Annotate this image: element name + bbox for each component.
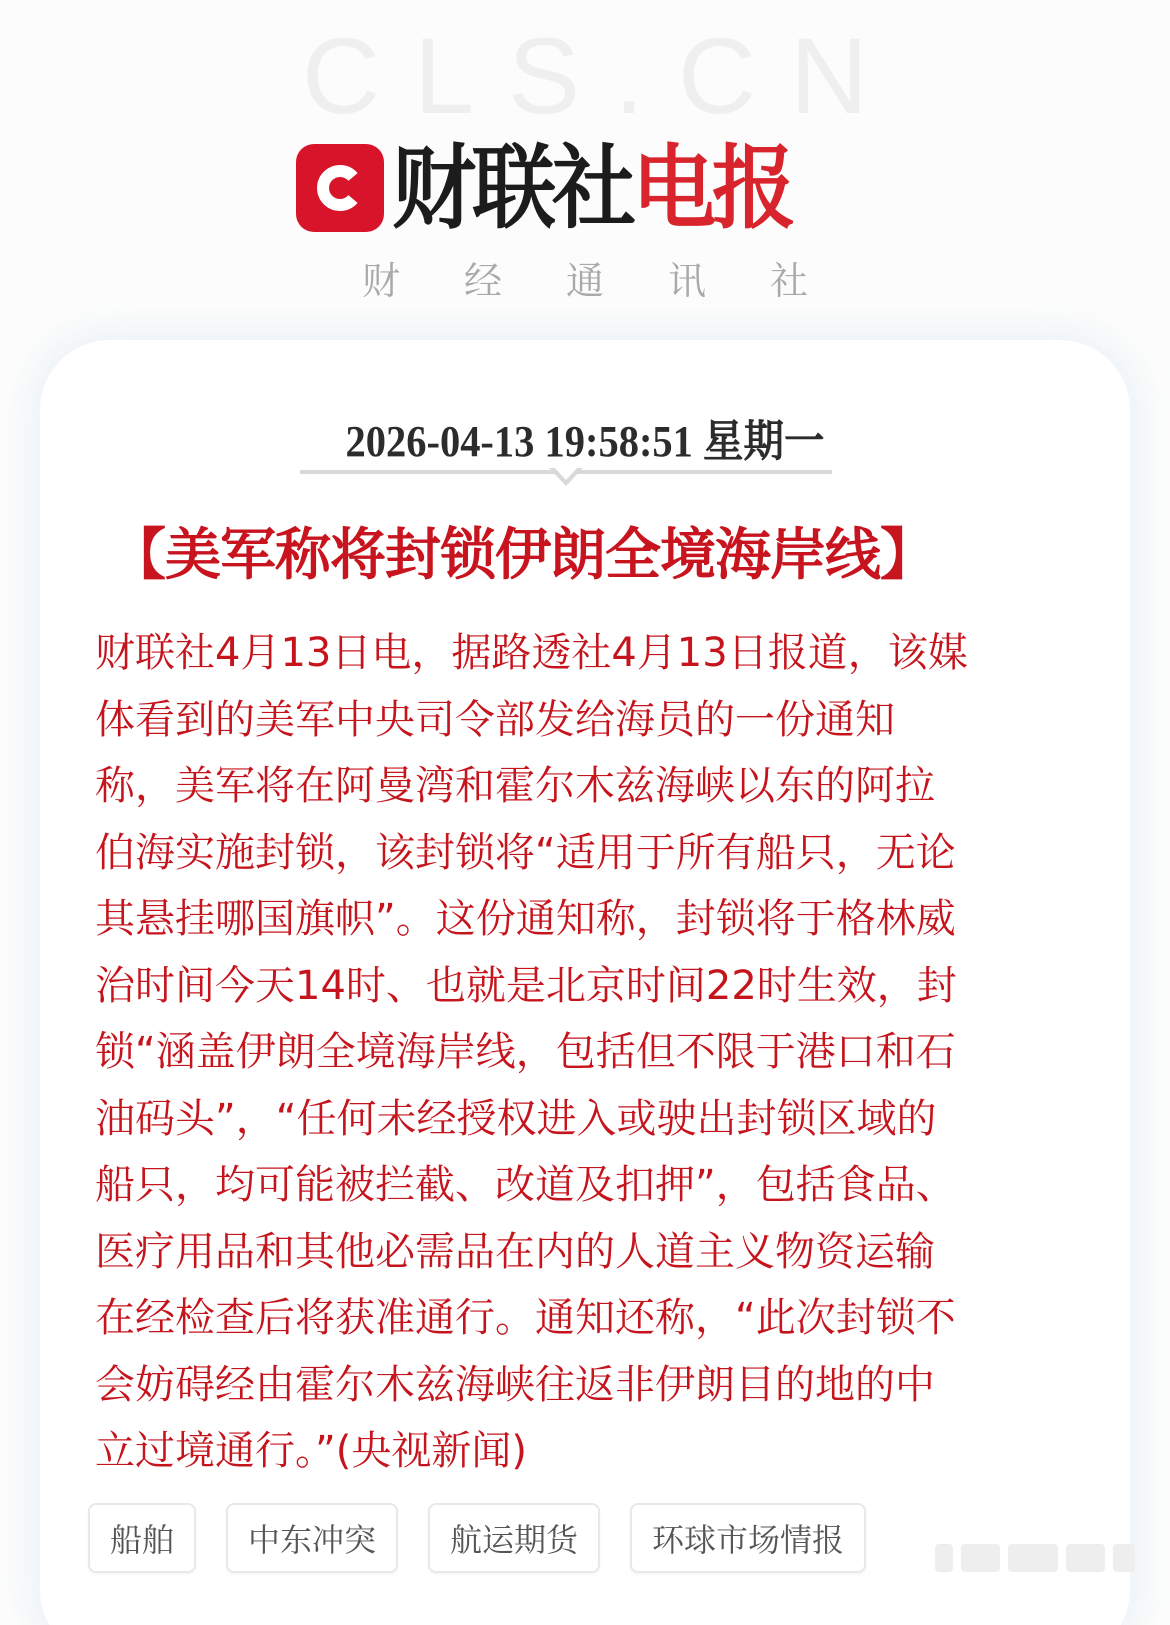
- brand-tagline: 财经通讯社: [361, 259, 872, 303]
- tag-middle-east-conflict[interactable]: 中东冲突: [226, 1503, 398, 1573]
- article-headline: 【美军称将封锁伊朗全境海岸线】: [110, 522, 935, 588]
- tag-global-market-intel[interactable]: 环球市场情报: [630, 1503, 866, 1573]
- body-line: 医疗用品和其他必需品在内的人道主义物资运输: [95, 1228, 935, 1275]
- header: [0, 0, 1170, 330]
- blurred-watermark: [935, 1540, 1135, 1576]
- brand-name: [392, 134, 793, 241]
- blur-block: [961, 1544, 1001, 1572]
- body-line: 油码头”，“任何未经授权进入或驶出封锁区域的: [95, 1095, 937, 1142]
- body-line: 其悬挂哪国旗帜”。这份通知称，封锁将于格林威: [95, 896, 956, 942]
- cls-watermark: CLS.CN: [301, 15, 903, 136]
- body-line: 体看到的美军中央司令部发给海员的一份通知: [95, 696, 895, 743]
- article-datetime: 2026-04-13 19:58:51 星期一: [345, 417, 825, 466]
- body-line: 会妨碍经由霍尔木兹海峡往返非伊朗目的地的中: [95, 1361, 935, 1408]
- body-line: 立过境通行。”(央视新闻): [95, 1428, 527, 1474]
- c-logo-icon: [296, 144, 384, 232]
- c-letter-icon: [309, 157, 371, 219]
- body-line: 财联社4月13日电，据路透社4月13日报道，该媒: [95, 630, 968, 676]
- body-line: 锁“涵盖伊朗全境海岸线，包括但不限于港口和石: [95, 1029, 956, 1075]
- blur-block: [1113, 1544, 1135, 1572]
- brand-name-accent: 电报: [632, 134, 793, 241]
- body-line: 称，美军将在阿曼湾和霍尔木兹海峡以东的阿拉: [95, 763, 935, 809]
- blur-block: [935, 1544, 953, 1572]
- brand-logo: [296, 134, 793, 241]
- article-body: [95, 620, 1035, 1485]
- blur-block: [1066, 1544, 1106, 1572]
- brand-name-main: 财联社: [392, 134, 633, 241]
- body-line: 治时间今天14时、也就是北京时间22时生效，封: [95, 962, 957, 1009]
- body-line: 在经检查后将获准通行。通知还称，“此次封锁不: [95, 1295, 956, 1341]
- divider-notch-icon: [549, 468, 583, 486]
- tag-list: [88, 1503, 866, 1573]
- blur-block: [1008, 1544, 1057, 1572]
- body-line: 伯海实施封锁，该封锁将“适用于所有船只，无论: [95, 829, 956, 876]
- tag-chuanbo[interactable]: 船舶: [88, 1503, 196, 1573]
- body-line: 船只，均可能被拦截、改道及扣押”，包括食品、: [95, 1162, 956, 1208]
- tag-shipping-futures[interactable]: 航运期货: [428, 1503, 600, 1573]
